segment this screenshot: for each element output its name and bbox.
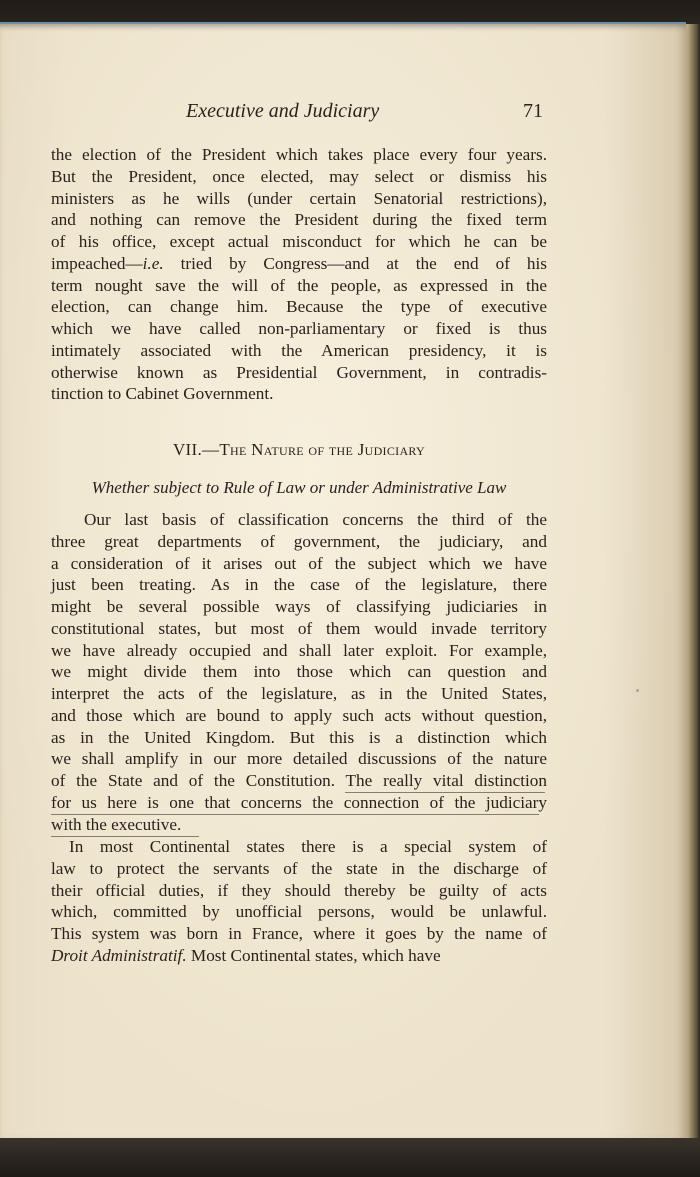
pencil-underline-1 — [345, 792, 545, 793]
section-subtitle: Whether subject to Rule of Law or under Administrative Law — [91, 478, 507, 497]
text-line: Droit Administratif. Most Continental states, which have — [51, 945, 441, 965]
section-number: VII.— — [172, 440, 220, 459]
text-line: and those which are bound to apply such acts without question, — [51, 705, 547, 725]
text-line: Our last basis of classification concerns the third of the — [84, 510, 547, 529]
text-line: three great departments of government, the judiciary, and — [51, 531, 547, 551]
text-line: which we have called non-parliamentary or fixed is thus — [51, 319, 547, 338]
text-line: ministers as he wills (under certain Senatorial restrictions), — [51, 188, 547, 208]
text-line: In most Continental states there is a special system of — [69, 837, 547, 856]
text-line: of his office, except actual misconduct for which he can be — [51, 232, 547, 251]
text-line: law to protect the servants of the state in the discharge of — [51, 858, 547, 878]
paper-spot — [636, 689, 639, 692]
section-heading — [51, 440, 547, 460]
page-header — [51, 100, 547, 128]
text-line: tinction to Cabinet Government. — [51, 384, 274, 404]
text-line: as in the United Kingdom. But this is a distinction which — [51, 727, 547, 747]
text-line: impeached—i.e. tried by Congress—and at the end of his — [51, 253, 547, 273]
text-line: just been treating. As in the case of the legislature, there — [51, 575, 547, 595]
text-line: This system was born in France, where it goes by the name of — [51, 924, 547, 943]
text-line: term nought save the will of the people, as expressed in the — [51, 275, 547, 295]
scan-background-bottom — [0, 1138, 700, 1177]
text-line: constitutional states, but most of them would invade territory — [51, 618, 547, 638]
text-line: we have already occupied and shall later exploit. For example, — [51, 640, 547, 660]
text-line: the election of the President which takes place every four years. — [51, 145, 547, 164]
text-line: we shall amplify in our more detailed discussions of the nature — [51, 749, 547, 769]
text-line: we might divide them into those which can question and — [51, 662, 547, 682]
text-line: which, committed by unofficial persons, would be unlawful. — [51, 902, 547, 922]
text-line: and nothing can remove the President during the fixed term — [51, 210, 547, 230]
text-line: election, can change him. Because the type of executive — [51, 297, 547, 317]
running-title: Executive and Judiciary — [186, 100, 380, 122]
pencil-underline-2 — [51, 814, 539, 815]
text-line: But the President, once elected, may select or dismiss his — [51, 166, 547, 186]
section-title: The Nature of the Judiciary — [219, 440, 426, 459]
text-line: with the executive. — [51, 814, 182, 834]
pencil-underline-3 — [51, 836, 199, 837]
text-line: a consideration of it arises out of the subject which we have — [51, 553, 547, 573]
text-line: interpret the acts of the legislature, as in the United States, — [51, 684, 547, 703]
text-line: of the State and of the Constitution. The really vital distinction — [51, 771, 547, 790]
text-line: for us here is one that concerns the connection of the judiciary — [51, 792, 547, 812]
text-line: might be several possible ways of classifying judiciaries in — [51, 597, 547, 616]
book-page — [0, 22, 686, 1142]
text-line: their official duties, if they should thereby be guilty of acts — [51, 880, 547, 900]
page-number: 71 — [523, 100, 543, 122]
text-line: intimately associated with the American presidency, it is — [51, 340, 547, 360]
text-line: otherwise known as Presidential Government, in contradis- — [51, 362, 547, 382]
